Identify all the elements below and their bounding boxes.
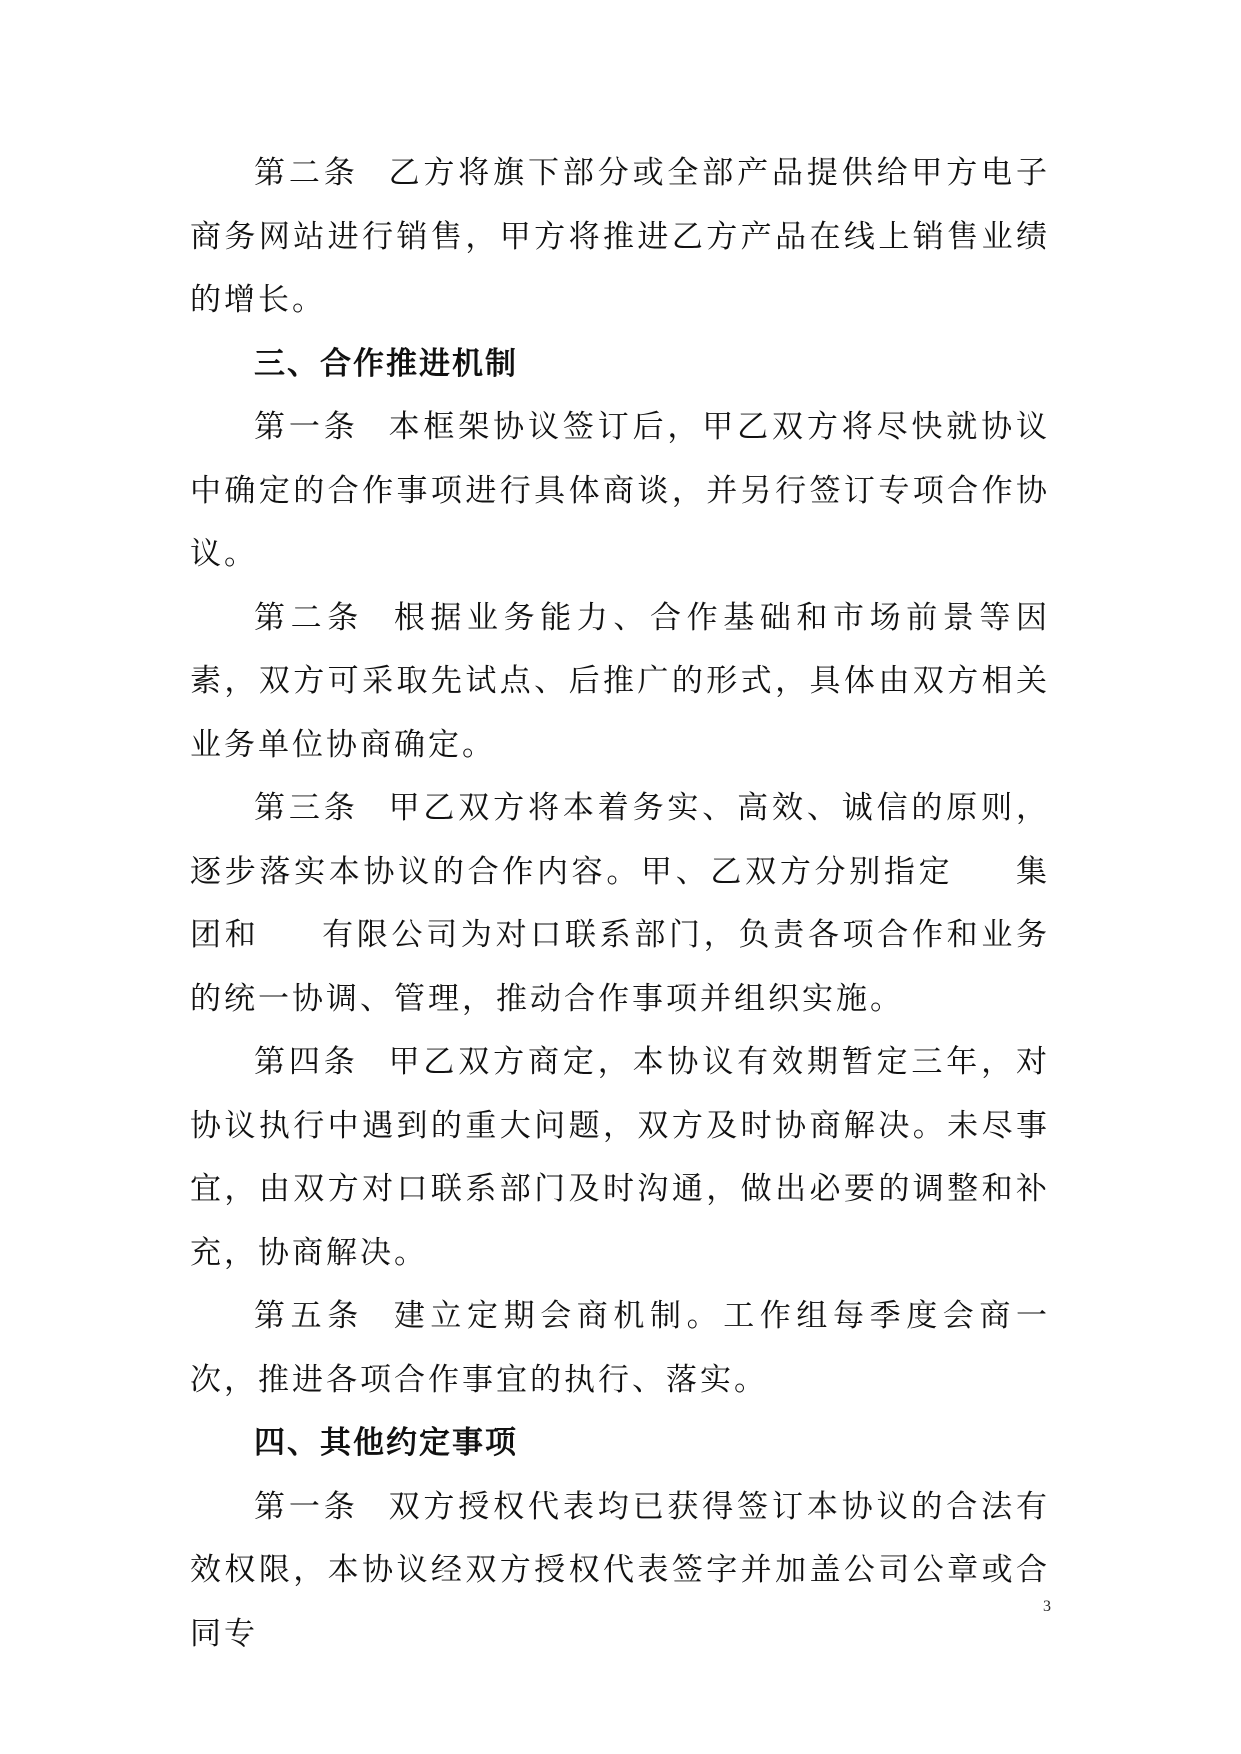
article-text: 建立定期会商机制。工作组每季度会商一次，推进各项合作事宜的执行、落实。 <box>190 1298 1051 1398</box>
section4-heading: 四、其他约定事项 <box>254 1425 518 1461</box>
page-number: 3 <box>1043 1598 1051 1615</box>
article-text: 甲乙双方商定，本协议有效期暂定三年，对协议执行中遇到的重大问题，双方及时协商解决。未尽事宜，由双方对口联系部门及时沟通，做出必要的调整和补充，协商解决。 <box>190 1044 1051 1271</box>
article-text: 本框架协议签订后，甲乙双方将尽快就协议中确定的合作事项进行具体商谈，并另行签订专项合作协议。 <box>190 409 1051 572</box>
article-number: 第一条 <box>254 409 359 445</box>
section3-article5 <box>190 1285 1050 1412</box>
article-number: 第五条 <box>254 1298 364 1334</box>
section3-article2 <box>190 587 1050 778</box>
article-text-part-a: 甲乙双方将本着务实、高效、诚信的原则，逐步落实本协议的合作内容。甲、乙双方分别指定 <box>190 790 1051 890</box>
section3-article4 <box>190 1031 1050 1285</box>
article-number: 第二条 <box>254 599 364 636</box>
article-text: 乙方将旗下部分或全部产品提供给甲方电子商务网站进行销售，甲方将推进乙方产品在线上销售业绩的增长。 <box>190 155 1051 318</box>
section3-heading: 三、合作推进机制 <box>254 345 518 382</box>
section2-article2 <box>190 142 1050 333</box>
section3-article1 <box>190 396 1050 587</box>
article-text-part-c: 有限公司为对口联系部门，负责各项合作和业务的统一协调、管理，推动合作事项并组织实施。 <box>190 917 1051 1017</box>
section4-article1 <box>190 1476 1050 1667</box>
document-page <box>190 142 1050 1666</box>
article-number: 第四条 <box>254 1044 359 1080</box>
article-text: 根据业务能力、合作基础和市场前景等因素，双方可采取先试点、后推广的形式，具体由双方相关业务单位协商确定。 <box>190 599 1051 763</box>
article-number: 第三条 <box>254 790 359 826</box>
article-number: 第二条 <box>254 155 359 191</box>
section3-article3 <box>190 777 1050 1031</box>
article-text-part-b: 集团和 <box>190 853 1051 953</box>
article-text: 双方授权代表均已获得签订本协议的合法有效权限，本协议经双方授权代表签字并加盖公司公章或合同专 <box>190 1488 1051 1652</box>
article-number: 第一条 <box>254 1488 359 1525</box>
